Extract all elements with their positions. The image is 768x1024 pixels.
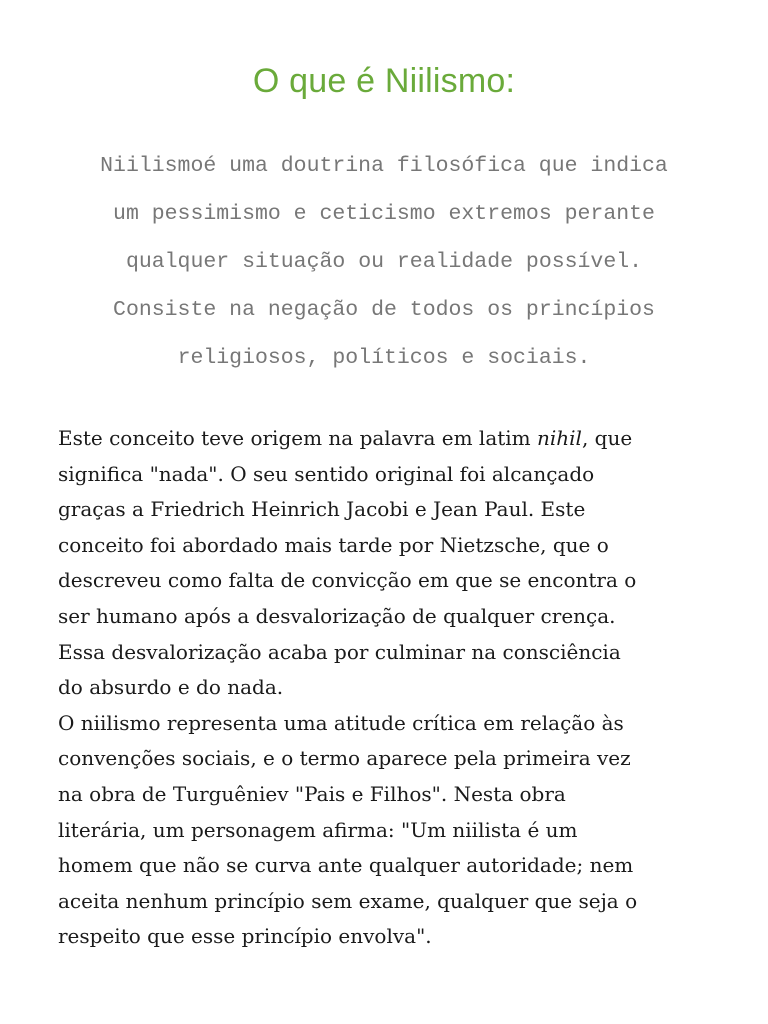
body-line: convenções sociais, e o termo aparece pela primeira vez	[58, 746, 631, 771]
lead-line: Niilismoé uma doutrina filosófica que indica	[100, 154, 668, 178]
lead-line: um pessimismo e ceticismo extremos perante	[113, 202, 655, 226]
lead-line: qualquer situação ou realidade possível.	[125, 250, 643, 274]
lead-paragraph	[40, 142, 728, 382]
body-line: homem que não se curva ante qualquer autoridade; nem	[58, 853, 634, 878]
lead-line: Consiste na negação de todos os princípios	[113, 298, 655, 322]
latin-term: nihil	[537, 426, 582, 450]
body-line: literária, um personagem afirma: "Um niilista é um	[58, 817, 578, 842]
body-line: ser humano após a desvalorização de qualquer crença.	[58, 603, 616, 628]
body-line: respeito que esse princípio envolva".	[58, 924, 432, 949]
body-text-segment: Este conceito teve origem na palavra em latim	[58, 426, 537, 450]
body-line: descreveu como falta de convicção em que se encontra o	[58, 568, 637, 593]
page-title: O que é Niilismo:	[252, 62, 516, 100]
lead-line: religiosos, políticos e sociais.	[177, 346, 591, 370]
body-line: do absurdo e do nada.	[58, 675, 284, 700]
body-line: O niilismo representa uma atitude crítica em relação às	[58, 710, 624, 735]
body-line: aceita nenhum princípio sem exame, qualquer que seja o	[58, 888, 638, 913]
body-text	[58, 421, 738, 955]
body-line: graças a Friedrich Heinrich Jacobi e Jean Paul. Este	[58, 497, 586, 522]
body-line	[58, 421, 738, 457]
body-line: na obra de Turguêniev "Pais e Filhos". Nesta obra	[58, 781, 566, 806]
body-text-segment: , que	[581, 426, 633, 450]
body-line: Essa desvalorização acaba por culminar na consciência	[58, 639, 621, 664]
body-line: conceito foi abordado mais tarde por Nietzsche, que o	[58, 532, 609, 557]
body-line: significa "nada". O seu sentido original foi alcançado	[58, 461, 595, 486]
